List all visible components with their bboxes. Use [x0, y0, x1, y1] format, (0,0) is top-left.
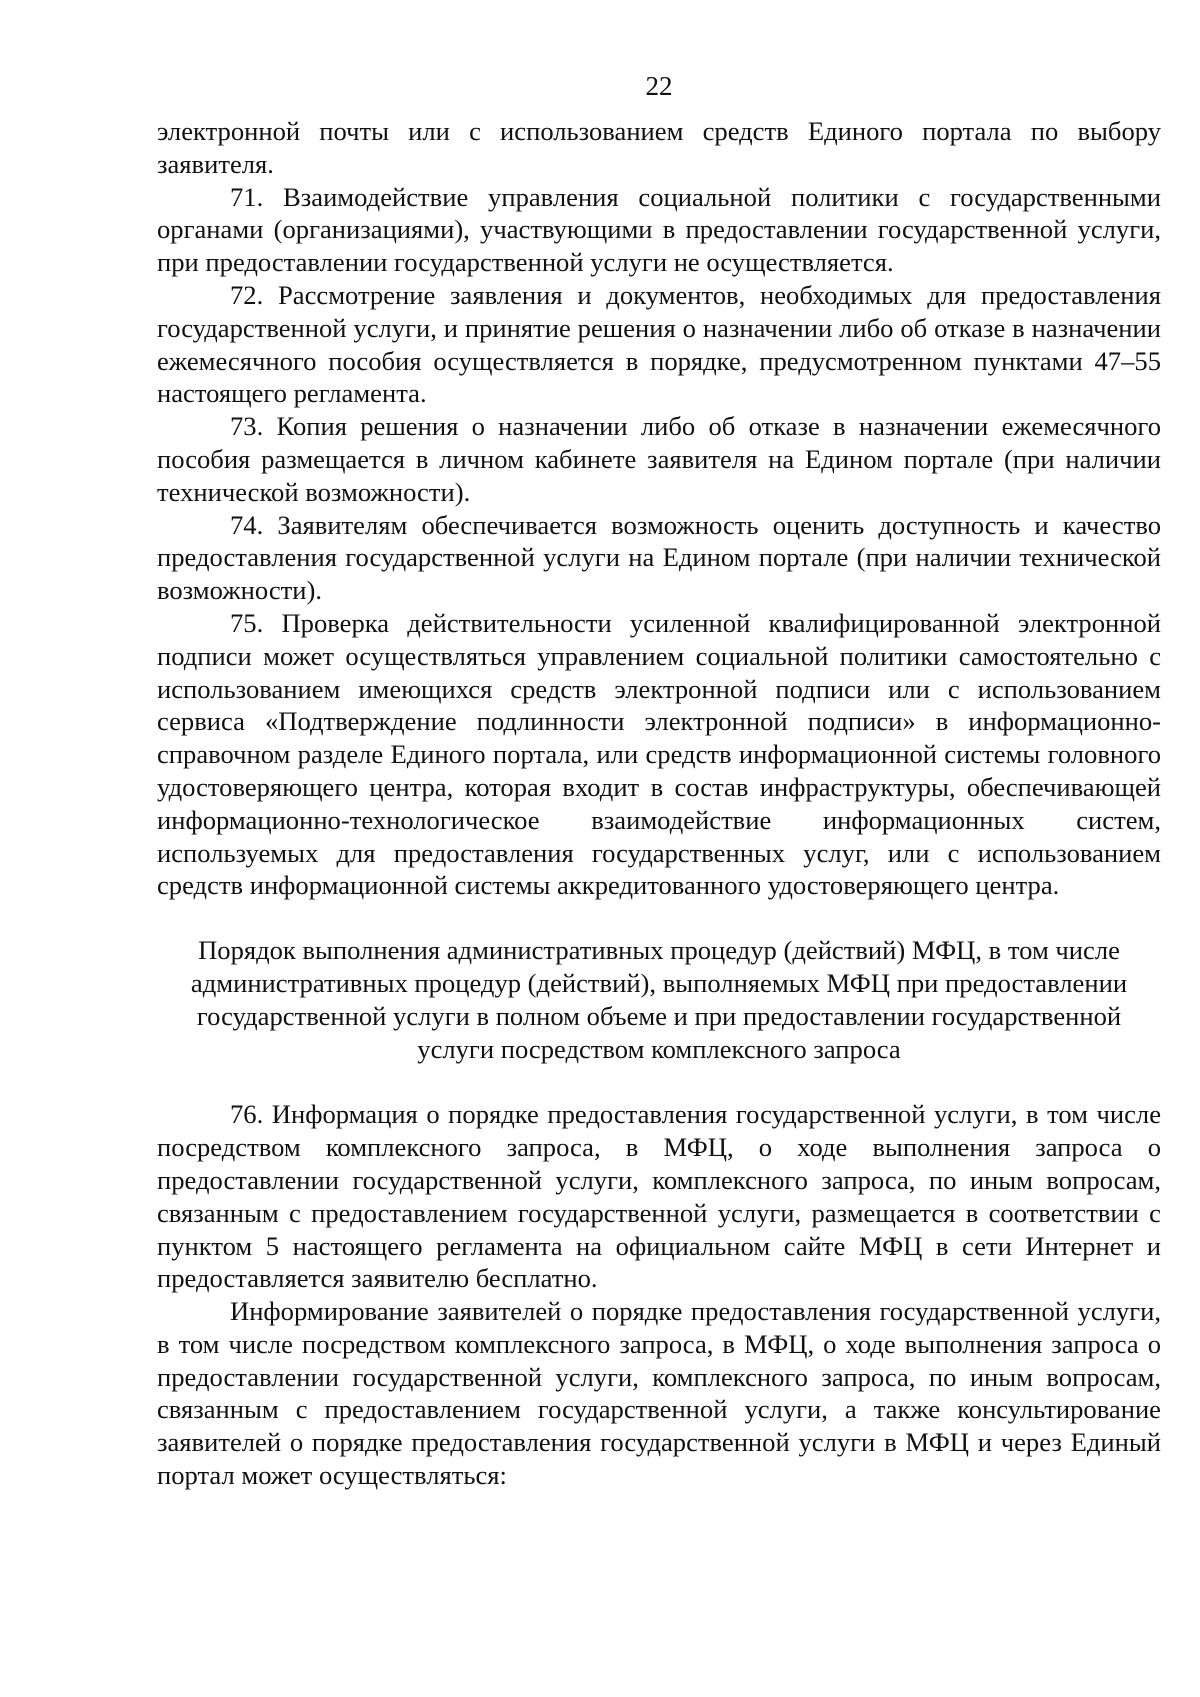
paragraph-71: 71. Взаимодействие управления социальной политики с государственными органами (организациями), участвующими в предоставлении государственной услуги, при предоставлении государственной услуги не осуществляется. [157, 181, 1161, 278]
paragraph-informing: Информирование заявителей о порядке предоставления государственной услуги, в том числе посредством комплексного запроса, в МФЦ, о ходе выполнения запроса о предоставлении государственной услуги, комплексного запроса, по иным вопросам, связанным с предоставлением государственной услуги, а также консультирование заявителей о порядке предоставления государственной услуги в МФЦ и через Единый портал может осуществляться: [157, 1296, 1161, 1491]
section-heading-line: административных процедур (действий), выполняемых МФЦ при предоставлении [190, 967, 1128, 998]
document-body [157, 115, 1161, 1492]
section-heading-line: Порядок выполнения административных процедур (действий) МФЦ, в том числе [198, 935, 1120, 966]
paragraph-76: 76. Информация о порядке предоставления государственной услуги, в том числе посредством комплексного запроса, в МФЦ, о ходе выполнения запроса о предоставлении государственной услуги, комплексного запроса, по иным вопросам, связанным с предоставлением государственной услуги, размещается в соответствии с пунктом 5 настоящего регламента на официальном сайте МФЦ в сети Интернет и предоставляется заявителю бесплатно. [157, 1099, 1161, 1294]
paragraph-continuation: электронной почты или с использованием средств Единого портала по выбору заявителя. [157, 116, 1161, 179]
section-heading [157, 934, 1161, 1065]
paragraph-72: 72. Рассмотрение заявления и документов, необходимых для предоставления государственной услуги, и принятие решения о назначении либо об отказе в назначении ежемесячного пособия осуществляется в порядке, предусмотренном пунктами 47–55 настоящего регламента. [157, 279, 1161, 409]
section-heading-line: государственной услуги в полном объеме и при предоставлении государственной [196, 1000, 1122, 1031]
paragraph-75: 75. Проверка действительности усиленной квалифицированной электронной подписи может осуществляться управлением социальной политики самостоятельно с использованием имеющихся средств электронной подписи или с использованием сервиса «Подтверждение подлинности электронной подписи» в информационно-справочном разделе Единого портала, или средств информационной системы головного удостоверяющего центра, которая входит в состав инфраструктуры, обеспечивающей информационно-технологическое взаимодействие информационных систем, используемых для предоставления государственных услуг, или с использованием средств информационной системы аккредитованного удостоверяющего центра. [157, 607, 1161, 901]
page-number: 22 [645, 71, 673, 101]
paragraph-74: 74. Заявителям обеспечивается возможность оценить доступность и качество предоставления государственной услуги на Едином портале (при наличии технической возможности). [157, 509, 1161, 606]
paragraph-73: 73. Копия решения о назначении либо об отказе в назначении ежемесячного пособия размещается в личном кабинете заявителя на Едином портале (при наличии технической возможности). [157, 411, 1161, 507]
section-heading-line: услуги посредством комплексного запроса [417, 1033, 901, 1064]
